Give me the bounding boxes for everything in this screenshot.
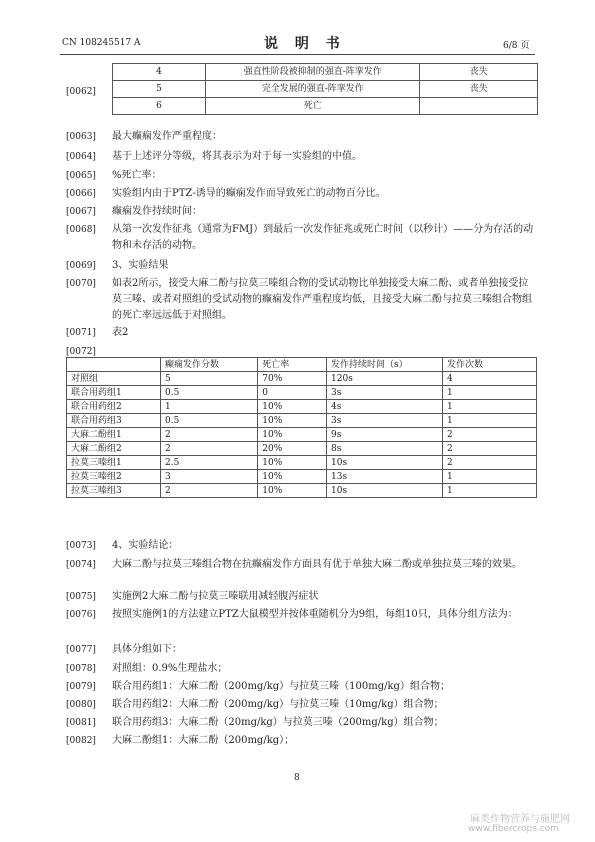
paragraph-number: [0072] <box>66 347 96 357</box>
table-cell: 2 <box>442 456 536 470</box>
table-row <box>67 470 537 484</box>
table-cell: 4 <box>113 64 206 81</box>
table-row <box>113 81 538 98</box>
table-row <box>67 428 537 442</box>
table-cell: 0 <box>258 386 327 400</box>
table-cell: 2.5 <box>161 456 258 470</box>
paragraph-text: 联合用药组2：大麻二酚（200mg/kg）与拉莫三嗪（10mg/kg）组合物； <box>112 699 444 710</box>
paragraph-text: 实验组内由于PTZ-诱导的癫痫发作而导致死亡的动物百分比。 <box>112 188 386 199</box>
paragraph-number: [0065] <box>66 171 96 181</box>
table-cell: 9s <box>327 428 443 442</box>
paragraph-number: [0070] <box>66 279 96 289</box>
paragraph-text: 表2 <box>112 327 129 338</box>
patent-number: CN 108245517 A <box>62 38 141 48</box>
table-cell: 联合用药组1 <box>67 386 161 400</box>
watermark-title: 麻类作物营养与施肥网 <box>470 814 570 825</box>
table-cell: 0.5 <box>161 414 258 428</box>
table-cell: 强直性阶段被抑制的强直-阵挛发作 <box>206 64 420 81</box>
table-cell: 8s <box>327 442 443 456</box>
table-cell: 3s <box>327 414 443 428</box>
paragraph-text: 具体分组如下： <box>112 644 182 655</box>
paragraph-number: [0073] <box>66 541 96 551</box>
table1-label: [0062] <box>66 87 96 97</box>
table-cell: 拉莫三嗪组1 <box>67 456 161 470</box>
paragraph-number: [0068] <box>66 225 96 235</box>
watermark-url: www.fibercrops.com <box>468 824 559 834</box>
table-cell: 拉莫三嗪组2 <box>67 470 161 484</box>
table-cell: 死亡 <box>206 98 420 115</box>
table-cell: 大麻二酚组2 <box>67 442 161 456</box>
table-cell: 10% <box>258 400 327 414</box>
table-cell: 大麻二酚组1 <box>67 428 161 442</box>
paragraph-text: 联合用药组1：大麻二酚（200mg/kg）与拉莫三嗪（100mg/kg）组合物； <box>112 681 450 692</box>
table-cell: 13s <box>327 470 443 484</box>
table-cell: 3s <box>327 386 443 400</box>
table-cell: 1 <box>442 400 536 414</box>
table-cell: 1 <box>161 400 258 414</box>
paragraph-number: [0071] <box>66 328 96 338</box>
paragraph-text: 癫痫发作持续时间： <box>112 206 202 217</box>
paragraph-text: 基于上述评分等级，将其表示为对于每一实验组的中值。 <box>112 151 362 162</box>
table-cell: 丧失 <box>420 64 538 81</box>
paragraph-text: 大麻二酚组1：大麻二酚（200mg/kg）； <box>112 735 295 746</box>
header-rule <box>60 54 535 55</box>
table-row <box>113 98 538 115</box>
paragraph-number: [0067] <box>66 207 96 217</box>
table-cell: 120s <box>327 372 443 386</box>
paragraph-number: [0063] <box>66 132 96 142</box>
severity-table <box>112 63 538 115</box>
table-cell: 2 <box>161 484 258 498</box>
table-row <box>67 456 537 470</box>
paragraph-number: [0078] <box>66 664 96 674</box>
table-row <box>113 64 538 81</box>
table-row <box>67 372 537 386</box>
table-cell: 10% <box>258 456 327 470</box>
paragraph-text: 实施例2大麻二酚与拉莫三嗪联用减轻腹泻症状 <box>112 591 319 602</box>
table-cell <box>420 98 538 115</box>
document-title: 说 明 书 <box>264 36 346 52</box>
table-row <box>67 414 537 428</box>
results-table <box>66 357 537 498</box>
paragraph-number: [0066] <box>66 189 96 199</box>
table-cell: 对照组 <box>67 372 161 386</box>
table-cell: 4s <box>327 400 443 414</box>
paragraph-number: [0080] <box>66 700 96 710</box>
table-cell: 10% <box>258 414 327 428</box>
table-cell: 20% <box>258 442 327 456</box>
table-cell: 1 <box>442 484 536 498</box>
page-indicator: 6/8 页 <box>503 41 530 51</box>
table-cell: 拉莫三嗪组3 <box>67 484 161 498</box>
paragraph-number: [0077] <box>66 645 96 655</box>
column-header: 死亡率 <box>258 358 327 372</box>
paragraph-text: 联合用药组3：大麻二酚（20mg/kg）与拉莫三嗪（200mg/kg）组合物； <box>112 717 444 728</box>
table-cell: 10% <box>258 470 327 484</box>
table-cell: 2 <box>442 428 536 442</box>
table-row <box>67 386 537 400</box>
table-cell: 完全发展的强直-阵挛发作 <box>206 81 420 98</box>
paragraph-text: 从第一次发作征兆（通常为FMJ）到最后一次发作征兆或死亡时间（以秒计）——分为存活的动物和未存活的动物。 <box>112 224 534 251</box>
table-cell: 1 <box>442 386 536 400</box>
table-cell: 丧失 <box>420 81 538 98</box>
paragraph-number: [0076] <box>66 610 96 620</box>
column-header: 发作次数 <box>442 358 536 372</box>
table-cell: 70% <box>258 372 327 386</box>
table-cell: 6 <box>113 98 206 115</box>
paragraph-text: %死亡率： <box>112 170 162 181</box>
table-cell: 5 <box>161 372 258 386</box>
column-header: 癫痫发作分数 <box>161 358 258 372</box>
paragraph-text: 大麻二酚与拉莫三嗪组合物在抗癫痫发作方面具有优于单独大麻二酚或单独拉莫三嗪的效果。 <box>112 559 522 570</box>
table-row <box>67 484 537 498</box>
table-header-row <box>67 358 537 372</box>
column-header: 发作持续时间（s） <box>327 358 443 372</box>
paragraph-text: 4、实验结论： <box>112 540 179 551</box>
table-cell: 联合用药组2 <box>67 400 161 414</box>
paragraph-number: [0075] <box>66 592 96 602</box>
paragraph-number: [0064] <box>66 152 96 162</box>
paragraph-text: 最大癫痫发作严重程度： <box>112 131 222 142</box>
paragraph-number: [0081] <box>66 718 96 728</box>
paragraph-text: 按照实施例1的方法建立PTZ大鼠模型并按体重随机分为9组，每组10只，具体分组方法为： <box>112 609 518 620</box>
table-cell: 4 <box>442 372 536 386</box>
table-cell: 3 <box>161 470 258 484</box>
table-cell: 0.5 <box>161 386 258 400</box>
paragraph-number: [0069] <box>66 261 96 271</box>
table-cell: 2 <box>161 442 258 456</box>
table-cell: 2 <box>161 428 258 442</box>
table-cell: 1 <box>442 470 536 484</box>
paragraph-text: 3、实验结果 <box>112 260 169 271</box>
paragraph-number: [0079] <box>66 682 96 692</box>
table-cell: 10% <box>258 428 327 442</box>
paragraph-text: 对照组：0.9%生理盐水； <box>112 663 228 674</box>
paragraph-text: 如表2所示，接受大麻二酚与拉莫三嗪组合物的受试动物比单独接受大麻二酚、或者单独接受拉莫三嗪、或者对照组的受试动物的癫痫发作严重程度均低，且接受大麻二酚与拉莫三嗪组合物组的死亡率远远低于对照组。 <box>112 278 532 321</box>
table-cell: 联合用药组3 <box>67 414 161 428</box>
table-cell: 10s <box>327 456 443 470</box>
table-cell: 5 <box>113 81 206 98</box>
paragraph-number: [0074] <box>66 560 96 570</box>
table-cell: 1 <box>442 414 536 428</box>
paragraph-number: [0082] <box>66 736 96 746</box>
table-cell: 2 <box>442 442 536 456</box>
table-row <box>67 442 537 456</box>
column-header <box>67 358 161 372</box>
table-row <box>67 400 537 414</box>
table-cell: 10% <box>258 484 327 498</box>
page-number: 8 <box>294 773 300 783</box>
table-cell: 10s <box>327 484 443 498</box>
